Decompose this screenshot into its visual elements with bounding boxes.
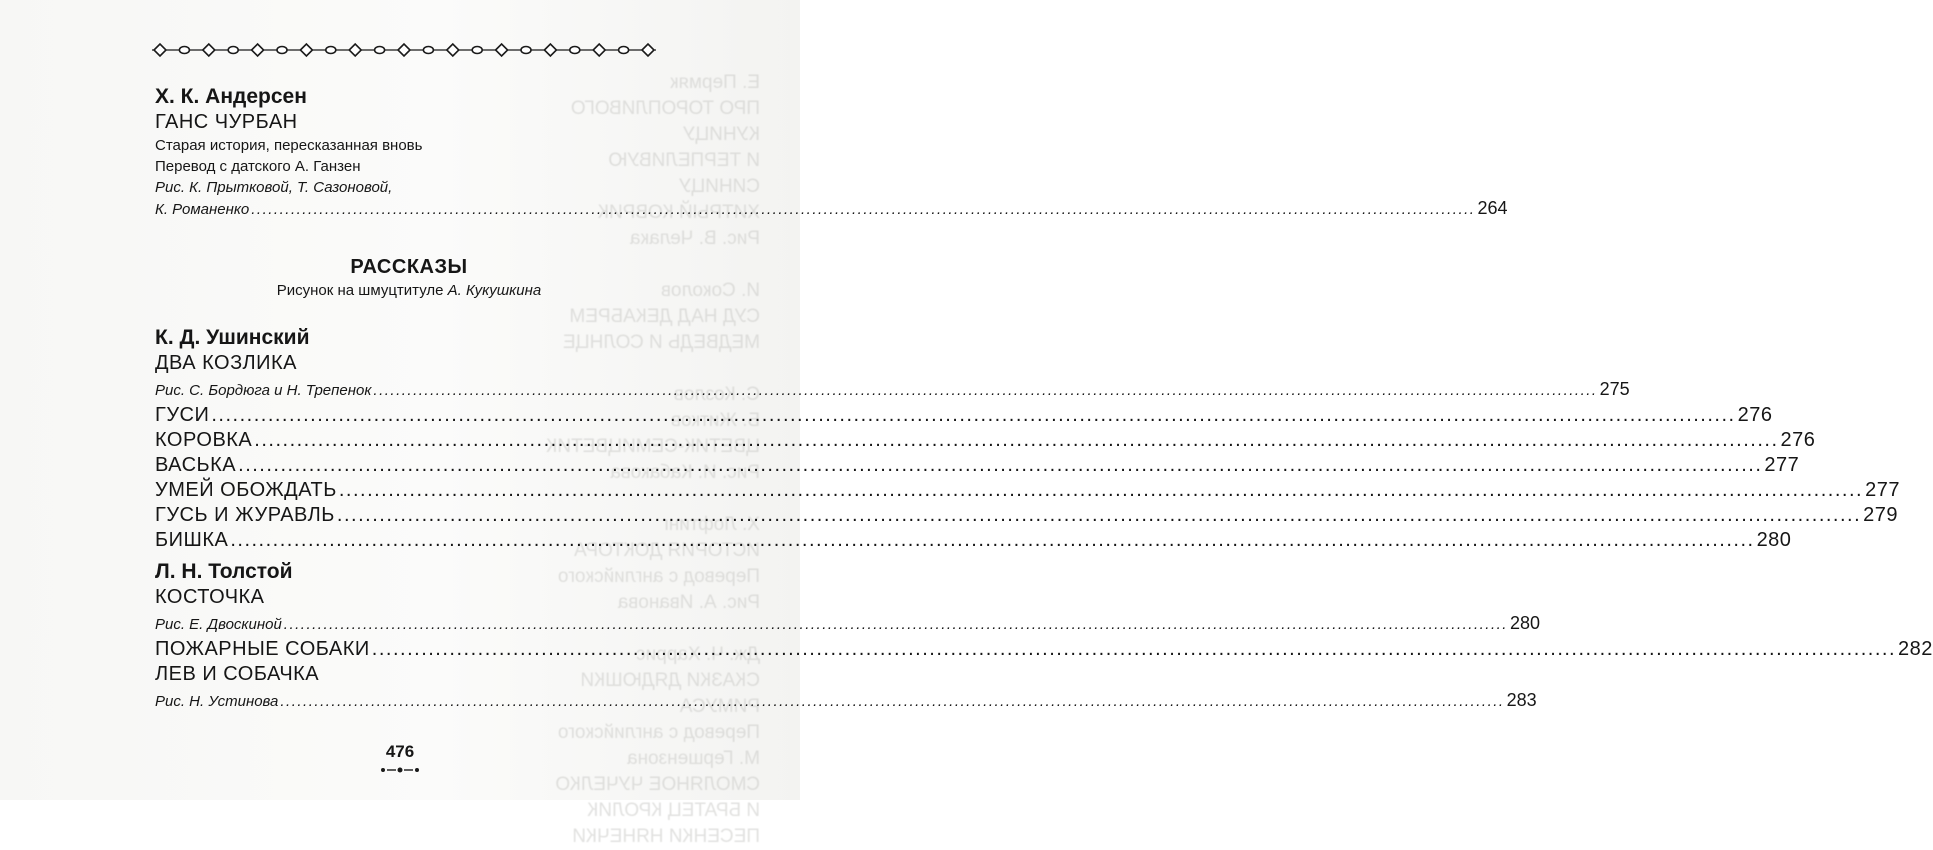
ornament-diamond: [300, 44, 312, 56]
show-through-line: Рис. А. Иванова: [617, 592, 760, 613]
toc-row: [155, 690, 1537, 712]
ornament-petal: [179, 47, 189, 54]
ornament-diamond: [642, 44, 654, 56]
author-tolstoy: Л. Н. Толстой: [155, 560, 293, 583]
show-through-line: М. Гершензона: [627, 748, 760, 769]
ornament-diamond: [447, 44, 459, 56]
toc-row: ГУСЬ И ЖУРАВЛЬ ..... 279: [155, 503, 663, 528]
entry-title: ЛЕВ И СОБАЧКА: [155, 663, 320, 685]
author-andersen: Х. К. Андерсен: [155, 85, 307, 108]
show-through-line: СКАЗКИ ДЯДЮШКИ РИМУСА: [580, 670, 760, 717]
entry-translation: Перевод с датского А. Ганзен: [155, 158, 361, 175]
top-ornament-border: [148, 40, 660, 60]
page-number: 476: [385, 742, 415, 761]
dot-leader: [254, 428, 1778, 453]
show-through-line: Перевод с английского: [557, 566, 760, 587]
toc-row: КОРОВКА ..... 276: [155, 428, 663, 453]
page-ref: 275: [1599, 379, 1630, 399]
show-through-line: С. Козлов: [673, 384, 760, 405]
ornament-petal: [570, 47, 580, 54]
toc-row: ВАСЬКА ..... 277: [155, 453, 663, 478]
dot-leader: [230, 528, 1754, 553]
page-ref: 283: [1506, 690, 1537, 710]
page-ref: 279: [1863, 504, 1899, 526]
show-through-line: Х. Лофтинг: [661, 514, 760, 535]
entry-title: ДВА КОЗЛИКА: [155, 352, 297, 374]
dot-leader: [238, 453, 1762, 478]
show-through-line: Е. Пермяк: [670, 72, 760, 93]
dot-leader: [251, 199, 1475, 220]
ornament-diamond: [203, 44, 215, 56]
show-through-line: ПЕСЕНКИ НЯНЕЧКИ: [572, 826, 760, 847]
ornament-petal: [326, 47, 336, 54]
illustration-credit: Рис. Е. Двоскиной: [155, 616, 282, 633]
page-ref: 277: [1865, 479, 1900, 501]
dot-leader: [372, 637, 1896, 662]
dot-leader: [337, 503, 1861, 528]
section-artist: А. Кукушкина: [447, 282, 542, 299]
ornament-diamond: [544, 44, 556, 56]
show-through-line: И. Соколов: [660, 280, 760, 301]
page-ref: 264: [1477, 198, 1508, 218]
page-ref: 277: [1764, 454, 1800, 476]
ornament-diamond: [252, 44, 264, 56]
dot-leader: [373, 380, 1597, 401]
show-through-line: Перевод с английского: [557, 722, 760, 743]
show-through-line: ПРО ТОРОПЛИВОГО КУНИЦУ: [570, 98, 760, 145]
author-ushinsky: К. Д. Ушинский: [155, 326, 310, 349]
illustration-credit: К. Романенко: [155, 201, 250, 218]
ornament-petal: [472, 47, 482, 54]
ornament-petal: [521, 47, 531, 54]
entry-subtitle: Старая история, пересказанная вновь: [155, 137, 423, 154]
ornament-petal: [228, 47, 238, 54]
show-through-line: СМОЛЯНОЕ ЧУЧЕЛКО: [555, 774, 760, 795]
show-through-line: И ТЕРПЕЛИВУЮ СИНИЦУ: [608, 150, 760, 197]
illustration-credit: Рис. Н. Устинова: [155, 693, 279, 710]
entry-title: КОСТОЧКА: [155, 586, 265, 608]
toc-row: [155, 613, 1541, 635]
illustration-credit: Рис. С. Бордюга и Н. Трепенок: [155, 382, 372, 399]
footer-ornament: [375, 766, 425, 774]
ornament-diamond: [154, 44, 166, 56]
show-through-line: Рис. В. Челака: [629, 228, 760, 249]
ornament-diamond: [496, 44, 508, 56]
entry-title: ГАНС ЧУРБАН: [155, 111, 298, 133]
page-ref: 280: [1509, 613, 1541, 633]
show-through-line: И БРАТЕЦ КРОЛИК: [587, 800, 760, 821]
ornament-diamond: [593, 44, 605, 56]
show-through-line: Дж. Ч. Харрис: [636, 644, 760, 665]
show-through-line: Б. Житков: [670, 410, 760, 431]
ornament-petal: [423, 47, 433, 54]
show-through-line: ЦВЕТИК-СЕМИЦВЕТИК: [546, 436, 760, 457]
show-through-line: ИСТОРИЯ ДОКТОРА: [574, 540, 760, 561]
dot-leader: [339, 478, 1863, 503]
toc-row: ПОЖАРНЫЕ СОБАКИ ..... 282: [155, 637, 663, 662]
show-through-line: Рис. И. Кабакова: [610, 462, 760, 483]
ornament-diamond: [349, 44, 361, 56]
ornament-petal: [375, 47, 385, 54]
dot-leader: [280, 691, 1504, 712]
page-ref: 276: [1780, 429, 1816, 451]
dot-leader: [284, 614, 1508, 635]
page-ref: 276: [1737, 404, 1773, 426]
toc-row: БИШКА ..... 280: [155, 528, 663, 553]
toc-row: ГУСИ ..... 276: [155, 403, 663, 428]
section-note: Рисунок на шмуцтитуле А. Кукушкина: [276, 282, 542, 299]
illustration-credit: Рис. К. Прытковой, Т. Сазоновой,: [155, 179, 393, 196]
toc-row: УМЕЙ ОБОЖДАТЬ ..... 277: [155, 478, 663, 503]
dot-leader: [211, 403, 1735, 428]
page-ref: 280: [1756, 529, 1792, 551]
show-through-line: ХИТРЫЙ КОВРИК: [597, 202, 760, 223]
show-through-line: МЕДВЕДЬ И СОЛНЦЕ: [562, 332, 760, 353]
page-ref: 282: [1898, 638, 1933, 660]
ornament-diamond: [398, 44, 410, 56]
show-through-line: СУД НАД ДЕКАБРЕМ: [569, 306, 760, 327]
ornament-petal: [277, 47, 287, 54]
section-title: РАССКАЗЫ: [350, 256, 468, 278]
ornament-petal: [619, 47, 629, 54]
